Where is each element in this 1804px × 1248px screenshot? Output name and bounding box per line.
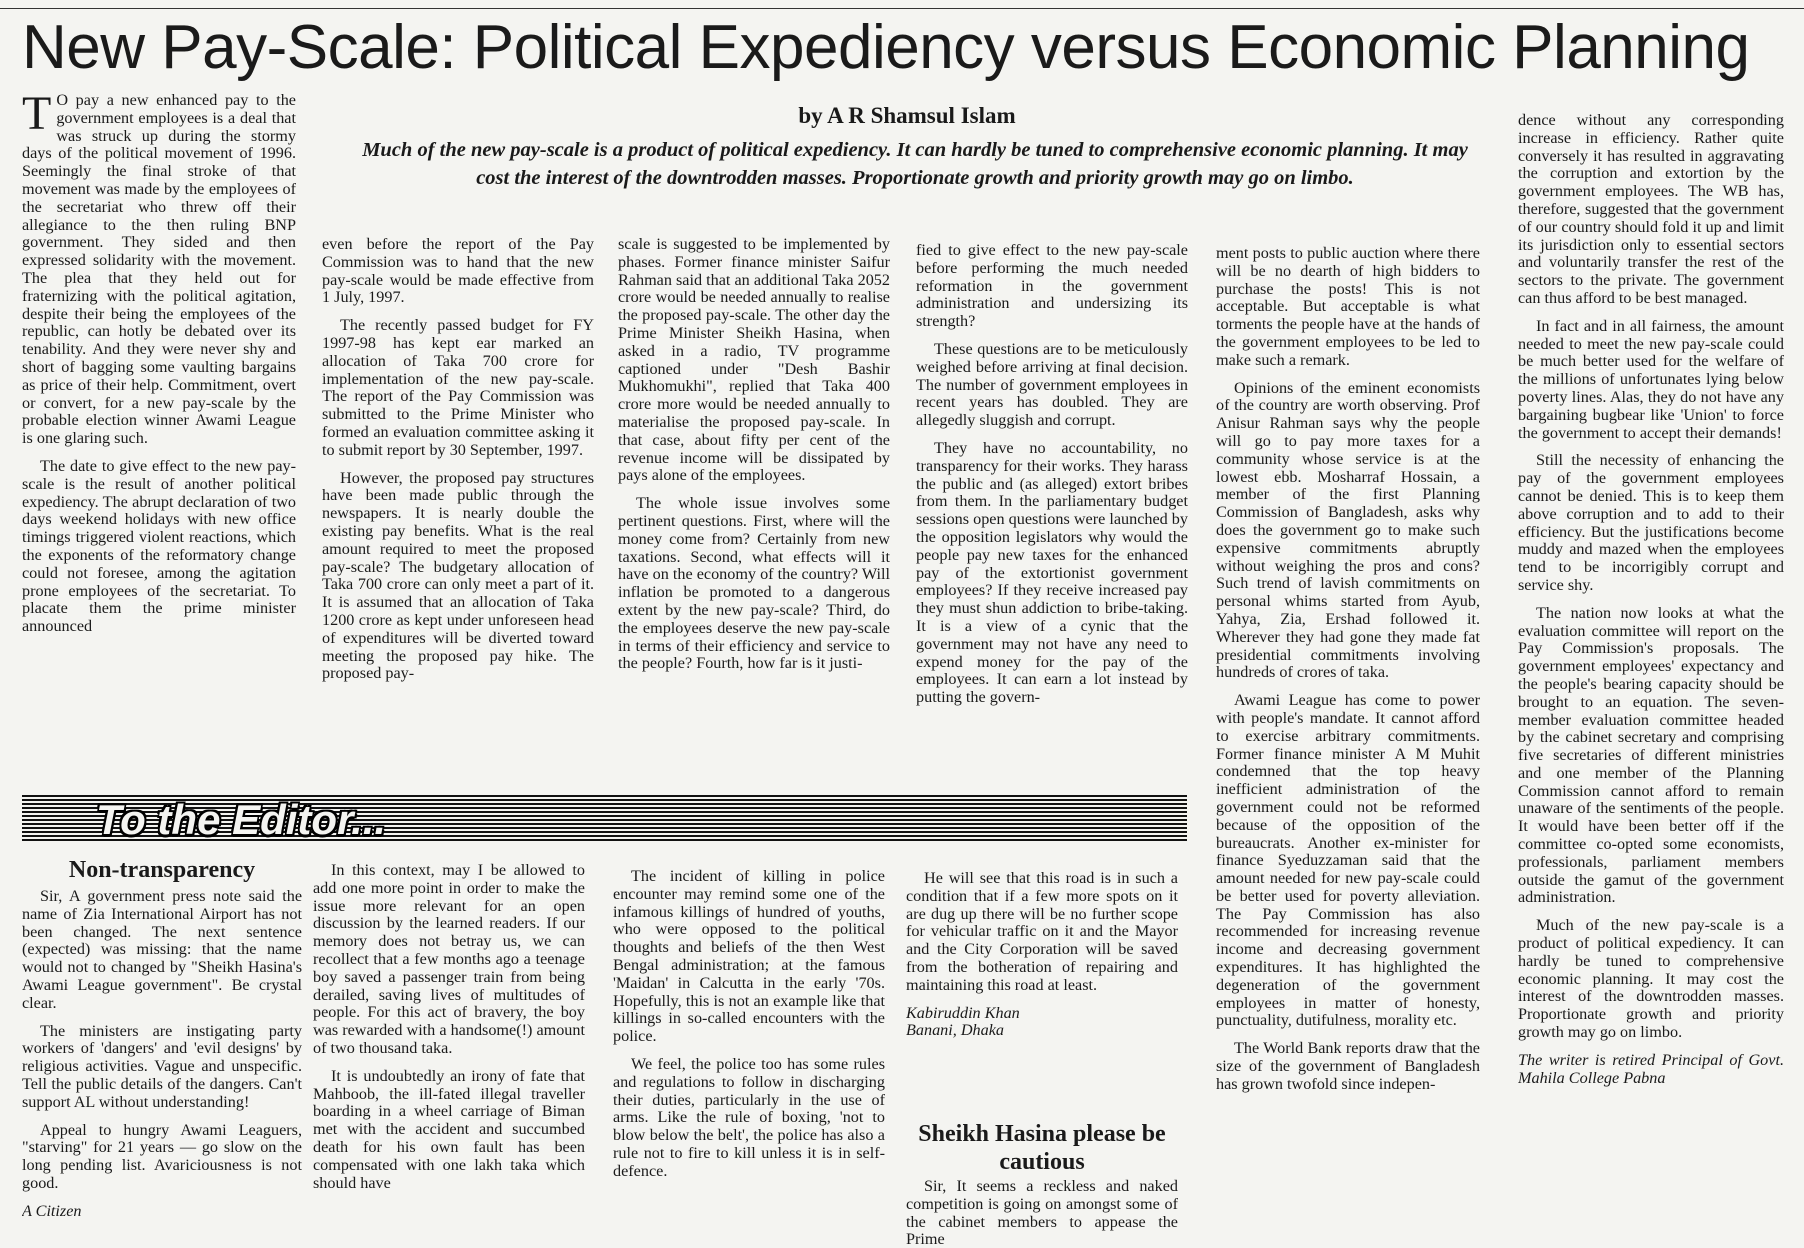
letter-paragraph: In this context, may I be allowed to add one more point in order to make the issue more relevant for an open discussion by the learned readers. If our memory does not betray us, we can recollect that a few months ago a teenage boy saved a passenger train from being derailed, saving lives of multitudes of people. For this act of bravery, the boy was rewarded with a handsome(!) amount of two thousand taka.	[313, 862, 585, 1057]
article-paragraph: Still the necessity of enhancing the pay of the government employees cannot be denied. This is to keep them above corruption and to add to their efficiency. But the justifications become muddy and mazed when the employees tend to be incorrigibly corrupt and service shy.	[1518, 451, 1784, 594]
article-column-6	[1518, 112, 1784, 1240]
letter-paragraph: He will see that this road is in such a condition that if a few more spots on it are dug up there will be no further scope for vehicular traffic on it and the Mayor and the City Corporation will be saved from the botheration of repairing and maintaining this road at least.	[906, 870, 1178, 994]
letter-column-5	[906, 1178, 1178, 1248]
article-paragraph: dence without any corresponding increase in efficiency. Rather quite conversely it has resulted in aggravating the corruption and extortion by the government employees. The WB has, therefore, suggested that the government of our country should fold it up and limit its jurisdiction only to essential sectors and voluntarily transfer the rest of the sectors to the private. The government can thus afford to be best managed.	[1518, 112, 1784, 307]
article-paragraph: Much of the new pay-scale is a product of political expediency. It can hardly be tuned to comprehensive economic planning. It may cost the interest of the downtrodden masses. Proportionate growth and priority growth may go on limbo.	[1518, 916, 1784, 1042]
letter-signature-place: Banani, Dhaka	[906, 1021, 1005, 1040]
letter-paragraph: The incident of killing in police encounter may remind some one of the infamous killings of hundred of youths, who were opposed to the political thoughts and beliefs of the then West Bengal administration; at the famous 'Maidan' in Calcutta in the early '70s. Hopefully, this is not an example like that killings in so-called encounters with the police.	[613, 868, 885, 1046]
article-paragraph: O pay a new enhanced pay to the government employees is a deal that was struck up during the stormy days of the political movement of 1996. Seemingly the final stroke of that movement was made by the employees of the secretariat who threw off their allegiance to the then ruling BNP government. They sided and then expressed solidarity with the movement. The plea that they held out for fraternizing with the political agitation, despite their being the employees of the republic, can hotly be debated over its tenability. And they were never shy and short of bagging some vaulting bargains as price of their help. Commitment, overt or convert, for a new pay-scale by the probable election winner Awami League is one glaring such.	[22, 92, 296, 448]
letter-paragraph: We feel, the police too has some rules and regulations to follow in discharging their duties, particularly in the use of arms. Like the rule of boxing, 'not to blow below the belt', the police has also a rule not to fire to kill unless it is in self-defence.	[613, 1054, 885, 1180]
article-paragraph: The recently passed budget for FY 1997-98 has kept ear marked an allocation of Taka 700 crore for implementation of the new pay-scale. The report of the Pay Commission was submitted to the Prime Minister who formed an evaluation committee asking it to submit report by 30 September, 1997.	[322, 316, 594, 459]
letter-column-1	[22, 888, 302, 1248]
article-paragraph: However, the proposed pay structures have been made public through the newspapers. It is nearly double the existing pay benefits. What is the real amount required to meet the proposed pay-scale? The budgetary allocation of Taka 700 crore can only meet a part of it. It is assumed that an allocation of Taka 1200 crore as kept under unforeseen head of expenditures will be diverted toward meeting the proposed pay hike. The proposed pay-	[322, 468, 594, 683]
letter-heading: Non-transparency	[68, 857, 256, 883]
article-paragraph: even before the report of the Pay Commission was to hand that the new pay-scale would be made effective from 1 July, 1997.	[322, 236, 594, 307]
letter-paragraph: Sir, It seems a reckless and naked competition is going on amongst some of the cabinet members to appease the Prime	[906, 1178, 1178, 1248]
letter-column-2	[313, 862, 585, 1248]
article-column-3	[618, 236, 890, 774]
author-note: The writer is retired Principal of Govt. Mahila College Pabna	[1518, 1050, 1784, 1087]
article-paragraph: scale is suggested to be implemented by phases. Former finance minister Saifur Rahman said that an additional Taka 2052 crore would be needed annually to realise the proposed pay-scale. The other day the Prime Minister Sheikh Hasina, when asked in a radio, TV programme captioned under "Desh Bashir Mukhomukhi", replied that Taka 400 crore more would be needed annually to materialise the proposed pay-scale. In that case, about fifty per cent of the revenue income will be dissipated by pays alone of the employees.	[618, 236, 890, 485]
article-paragraph: Awami League has come to power with people's mandate. It cannot afford to exercise arbitrary commitments. Former finance minister A M Muhit condemned that the top heavy inefficient administration of the government could not be reformed because of the opposition of the bureaucrats. Another ex-minister for finance Syeduzzaman said that the amount needed for new pay-scale could be better used for poverty alleviation. The Pay Commission has also recommended for increasing revenue income and decreasing government expenditures. It has highlighted the degeneration of the government employees in matter of honesty, punctuality, dutifulness, morality etc.	[1216, 691, 1480, 1030]
article-paragraph: Opinions of the eminent economists of the country are worth observing. Prof Anisur Rahman says why the people will go to pay more taxes for a community whose service is at the lowest ebb. Mosharraf Hossain, a member of the first Planning Commission of Bangladesh, asks why does the government go to make such expensive commitments abruptly without weighing the pros and cons? Such trend of lavish commitments on personal whims started from Ayub, Yahya, Zia, Ershad followed it. Wherever they had gone they made fat presidential commitments involving hundreds of crores of taka.	[1216, 378, 1480, 682]
article-byline: by A R Shamsul Islam	[798, 103, 1016, 128]
article-paragraph: The whole issue involves some pertinent questions. First, where will the money come from? Certainly from new taxations. Second, what effects will it have on the economy of the country? Will inflation be promoted to a dangerous extent by the new pay-scale? Third, do the employees deserve the new pay-scale in terms of their efficiency and service to the people? Fourth, how far is it justi-	[618, 494, 890, 673]
article-paragraph: The World Bank reports draw that the size of the government of Bangladesh has grown twofold since indepen-	[1216, 1039, 1480, 1093]
letter-paragraph: It is undoubtedly an irony of fate that Mahboob, the ill-fated illegal traveller boarding in a wheel carriage of Biman met with the accident and succumbed death for his own fault has been compensated with one lakh taka which should have	[313, 1066, 585, 1192]
article-paragraph: ment posts to public auction where there will be no dearth of high bidders to purchase the posts! This is not acceptable. But acceptable is what torments the people have at the hands of the government employees to be led to make such a remark.	[1216, 245, 1480, 369]
article-column-5	[1216, 245, 1480, 1235]
editor-section-title: To the Editor...	[96, 796, 387, 843]
article-paragraph: The date to give effect to the new pay-scale is the result of another political expediency. The abrupt declaration of two days weekend holidays with new office timings triggered violent reactions, which the exponents of the reformatory change could not foresee, among the agitation prone employees of the secretariat. To placate them the prime minister announced	[22, 456, 296, 636]
drop-cap: T	[22, 92, 52, 140]
article-paragraph: fied to give effect to the new pay-scale before performing the much needed reformation in the government administration and undersizing its strength?	[916, 242, 1188, 331]
article-paragraph: The nation now looks at what the evaluation committee will report on the Pay Commission's proposals. The government employees' expectancy and the people's bearing capacity should be brought to an equation. The seven-member evaluation committee headed by the cabinet secretary and comprising five secretaries of different ministries and one member of the Planning Commission cannot afford to remain unaware of the sentiments of the people. It would have been better off if the committee co-opted some economists, professionals, parliament members outside the gamut of the government administration.	[1518, 603, 1784, 907]
letter-column-4	[906, 870, 1178, 1090]
article-paragraph: These questions are to be meticulously weighed before arriving at final decision. The number of government employees in recent years has doubled. They are allegedly sluggish and corrupt.	[916, 339, 1188, 430]
article-headline: New Pay-Scale: Political Expediency versus Economic Planning	[22, 14, 1750, 82]
article-column-1	[22, 92, 296, 774]
letter-heading: Sheikh Hasina please be cautious	[918, 1121, 1166, 1175]
article-standfirst: Much of the new pay-scale is a product of political expediency. It can hardly be tuned to comprehensive economic planning. It may cost the interest of the downtrodden masses. Proportionate growth and priority growth may go on limbo.	[362, 139, 1468, 189]
letter-signature-name: Kabiruddin Khan	[906, 1003, 1020, 1022]
letter-paragraph: Appeal to hungry Awami Leaguers, "starving" for 21 years — go slow on the long pending list. Avariciousness is not good.	[22, 1120, 302, 1192]
letter-signature: A Citizen	[22, 1201, 82, 1220]
article-paragraph: They have no accountability, no transparency for their works. They harass the public and (as alleged) extort bribes from them. In the parliamentary budget sessions open questions were launched by the opposition legislators why would the people pay new taxes for the enhanced pay of the extortionist government employees? If they receive increased pay they must shun addiction to bribe-taking. It is a view of a cynic that the government may not have any need to expend money for the pay of the employees. It can earn a lot instead by putting the govern-	[916, 438, 1188, 707]
letter-column-3	[613, 868, 885, 1248]
letter-paragraph: The ministers are instigating party workers of 'dangers' and 'evil designs' by religious activities. Vague and unspecific. Tell the public details of the dangers. Can't support AL without understanding!	[22, 1021, 302, 1111]
top-rule	[0, 0, 1804, 9]
letter-paragraph: Sir, A government press note said the name of Zia International Airport has not been changed. The next sentence (expected) was missing: that the name would not to changed by "Sheikh Hasina's Awami League government". Be crystal clear.	[22, 888, 302, 1012]
article-column-4	[916, 242, 1188, 780]
article-column-2	[322, 236, 594, 774]
article-paragraph: In fact and in all fairness, the amount needed to meet the new pay-scale could be much better used for the welfare of the millions of unfortunates lying below poverty lines. Alas, they do not have any bargaining bugbear like 'Union' to force the government to accept their demands!	[1518, 316, 1784, 442]
